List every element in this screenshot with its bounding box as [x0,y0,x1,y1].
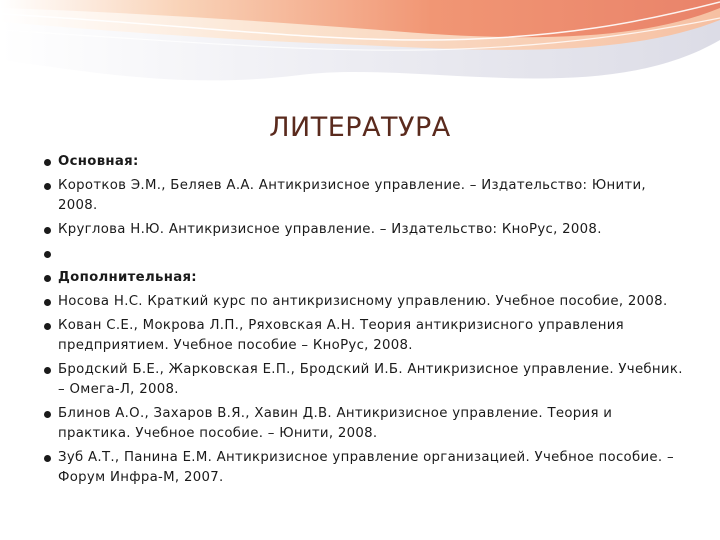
list-item-text: Бродский Б.Е., Жарковская Е.П., Бродский И.Б. Антикризисное управление. Учебник. – Омега-Л, 2008. [58,362,683,397]
references-list [44,152,684,488]
list-item [44,360,684,400]
list-item-text: Круглова Н.Ю. Антикризисное управление. – Издательство: КноРус, 2008. [58,222,602,237]
list-item-text: Основная: [58,154,139,169]
bullet-icon [44,367,51,374]
bullet-icon [44,455,51,462]
section-heading [44,268,684,288]
list-item [44,448,684,488]
list-item-text: Блинов А.О., Захаров В.Я., Хавин Д.В. Антикризисное управление. Теория и практика. Учебное пособие. – Юнити, 2008. [58,406,613,441]
bullet-icon [44,227,51,234]
list-item [44,404,684,444]
list-item-text: Кован С.Е., Мокрова Л.П., Ряховская А.Н. Теория антикризисного управления предприятием. Учебное пособие – КноРус, 2008. [58,318,624,353]
decorative-wave-header [0,0,720,120]
list-item [44,220,684,240]
bullet-icon [44,251,51,258]
list-item-text: Дополнительная: [58,270,197,285]
list-item [44,176,684,216]
list-item-text: Зуб А.Т., Панина Е.М. Антикризисное управление организацией. Учебное пособие. – Форум Инфра-М, 2007. [58,450,674,485]
list-item-text: Коротков Э.М., Беляев А.А. Антикризисное управление. – Издательство: Юнити, 2008. [58,178,646,213]
bullet-icon [44,411,51,418]
bullet-icon [44,323,51,330]
bullet-icon [44,183,51,190]
bullet-icon [44,299,51,306]
list-item [44,316,684,356]
references-content [44,152,684,492]
list-item [44,292,684,312]
section-heading [44,152,684,172]
page-title: ЛИТЕРАТУРА [269,112,451,143]
list-item-text: Носова Н.С. Краткий курс по антикризисному управлению. Учебное пособие, 2008. [58,294,668,309]
bullet-icon [44,275,51,282]
bullet-icon [44,159,51,166]
list-item [44,244,684,264]
